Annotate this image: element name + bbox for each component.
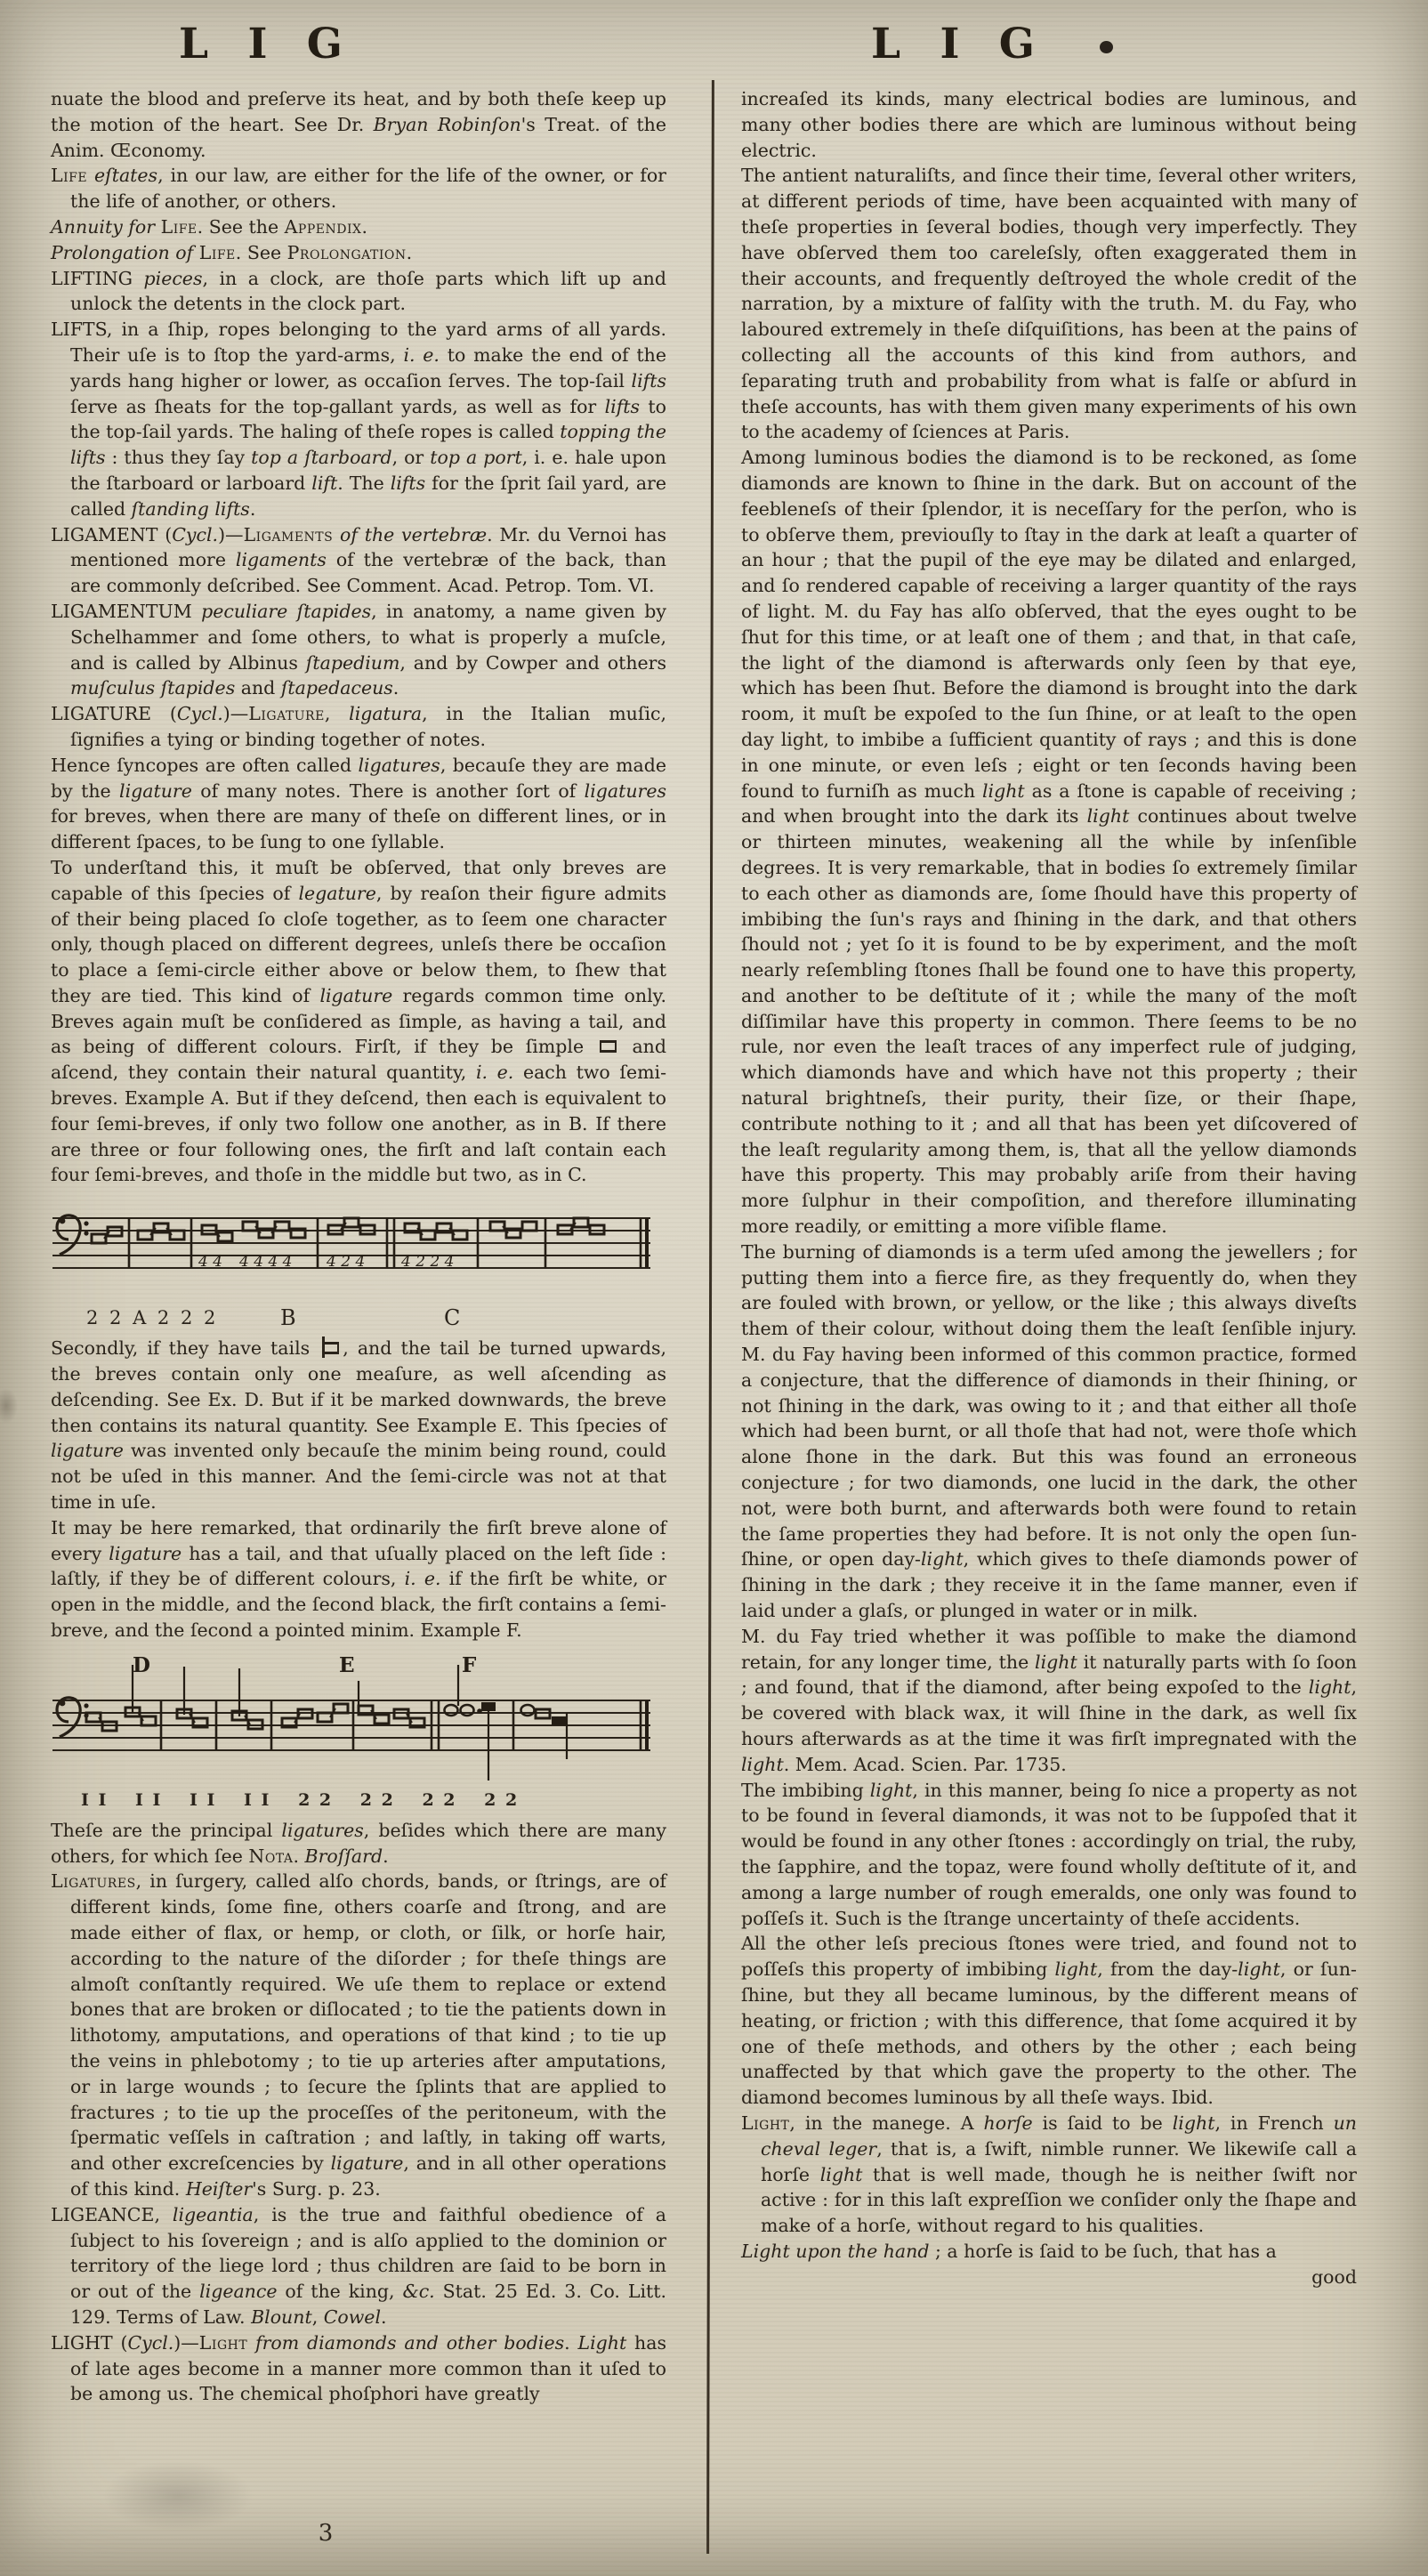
italic-text: peculiare ſtapides xyxy=(201,600,372,622)
italic-text: light xyxy=(1308,1676,1351,1699)
small-caps-text: Nota xyxy=(248,1845,294,1867)
italic-text: lifts xyxy=(390,472,426,494)
italic-text: muſculus ſtapides xyxy=(70,677,236,699)
italic-text: ſtapedaceus xyxy=(280,677,393,699)
group-count: 2 2 xyxy=(359,1789,395,1810)
svg-text:4 2 4: 4 2 4 xyxy=(327,1253,366,1272)
paragraph: LIGAMENTUM peculiare ſtapides, in anatomy, a name given by Schelhammer and ſome others, to what is properly a muſcle, and is called by Albinus ſtapedium, and by Cowper and others muſculus ſtapides and ſtapedaceus. xyxy=(51,600,666,699)
paragraph: nuate the blood and preſerve its heat, and by both theſe keep up the motion of the heart. See Dr. Bryan Robinſon's Treat. of the Anim. Œconomy. xyxy=(51,88,666,161)
italic-text: light xyxy=(741,1753,784,1775)
svg-text:D: D xyxy=(133,1653,150,1677)
italic-text: Light upon the hand xyxy=(741,2240,930,2262)
left-text-column xyxy=(51,86,666,2407)
paper-smudge xyxy=(102,2460,254,2532)
label-c: C xyxy=(444,1305,461,1331)
breve-notes xyxy=(86,1704,550,1731)
paragraph: LIGAMENT (Cycl.)—Ligaments of the vertebræ. Mr. du Vernoi has mentioned more ligaments of the vertebræ of the back, than are commonly deſcribed. See Comment. Acad. Petrop. Tom. VI. xyxy=(51,523,666,597)
music-staff-abc xyxy=(51,1199,652,1305)
running-head-left: L I G xyxy=(179,20,355,69)
staff-def-number-row xyxy=(51,1788,666,1814)
italic-text: Annuity for xyxy=(51,215,156,238)
italic-text: Heiſter xyxy=(185,2177,253,2200)
italic-text: horſe xyxy=(983,2112,1033,2134)
staff-abc-labels xyxy=(51,1305,666,1332)
italic-text: light xyxy=(1238,1958,1280,1981)
small-caps-text: Light xyxy=(198,2331,248,2354)
small-caps-text: Appendix xyxy=(284,215,362,238)
italic-text: Blount xyxy=(251,2305,312,2328)
svg-text:4 4 4 4: 4 4 4 4 xyxy=(239,1253,293,1272)
italic-text: light xyxy=(1172,2112,1215,2134)
ink-blot-dot xyxy=(1100,41,1113,53)
svg-text:4 4: 4 4 xyxy=(198,1253,223,1272)
label-a-group: 2 2 A 2 2 2 xyxy=(86,1307,219,1329)
italic-text: ligature xyxy=(319,984,393,1006)
italic-text: from diamonds and other bodies xyxy=(255,2331,565,2354)
page-number: 3 xyxy=(318,2520,334,2547)
paragraph: Among luminous bodies the diamond is to be reckoned, as ſome diamonds are known to ſhine in the dark. But on account of the feebleneſs of their ſplendor, it is neceſſary for the perſon, who is to obſerve them, previouſly to ſtay in the dark at leaſt a quarter of an hour ; that the pupil of the eye may be dilated and enlarged, and ſo rendered capable of receiving a larger quantity of the rays of light. M. du Fay has alſo obſerved, that the eyes ought to be ſhut for this time, or at leaſt one of them ; and that, in that caſe, the light of the diamond is afterwards only ſeen by that eye, which has been ſhut. Before the diamond is brought into the dark room, it muſt be expoſed to the ſun ſhine, or at leaſt to the open day light, to imbibe a ſufficient quantity of rays ; and this is done in one minute, or even leſs ; eight or ten ſeconds having been found to furniſh as much light as a ſtone is capable of receiving ; and when brought into the dark its light continues about twelve or thirteen minutes, weakening all the while by inſenſible degrees. It is very remarkable, that in bodies ſo extremely ſimilar to each other as diamonds are, ſome ſhould have this property of imbibing the ſun's rays and ſhining in the dark, and that others ſhould not ; yet ſo it is found to be by experiment, and the moſt nearly reſembling ſtones ſhall be found one to have this property, and another to be deſtitute of it ; while the many of the moſt diſſimilar have this property in common. There ſeems to be no rule, nor even the leaſt traces of any imperfect rule of judging, which diamonds have and which have not this property ; their natural brightneſs, their purity, their ſize, or their ſhape, contribute nothing to it ; and all that has been yet diſcovered of the leaſt regularity among them, is, that all the yellow diamonds have this property. This may probably ariſe from their having more ſulphur in their compoſition, and therefore illuminating more readily, or emitting a more viſible flame. xyxy=(741,447,1358,1238)
italic-text: top a port xyxy=(430,447,522,469)
italic-text: light xyxy=(1054,1958,1098,1981)
italic-text: light xyxy=(1086,805,1130,828)
paragraph: LIFTS, in a ſhip, ropes belonging to the yard arms of all yards. Their uſe is to ſtop the yard-arms, i. e. to make the end of the yards hang higher or lower, as occaſion ſerves. The top-ſail lifts ſerve as ſheats for the top-gallant yards, as well as for lifts to the top-ſail yards. The haling of theſe ropes is called topping the lifts : thus they ſay top a ſtarboard, or top a port, i. e. hale upon the ſtarboard or larboard lift. The lifts for the ſprit ſail yard, are called ſtanding lifts. xyxy=(51,319,667,520)
italic-text: of the vertebræ xyxy=(340,523,488,545)
italic-text: eſtates xyxy=(94,165,158,187)
paragraph: To underſtand this, it muſt be obſerved, that only breves are capable of this ſpecies of legature, by reaſon their figure admits of their being placed ſo cloſe together, as to ſeem one character only, though placed on different degrees, unleſs there be occaſion to place a ſemi-circle either above or below them, to ſhew that they are tied. This kind of ligature regards common time only. Breves again muſt be conſidered as ſimple, as having a tail, and as being of different colours. Firſt, if they be ſimple and aſcend, they contain their natural quantity, i. e. each two ſemi-breves. Example A. But if they deſcend, then each is equivalent to four ſemi-breves, if only two follow one another, as in B. If there are three or four following ones, the firſt and laſt contain each four ſemi-breves, and thoſe in the middle but two, as in C. xyxy=(51,856,666,1186)
breve-with-tail-icon xyxy=(322,1342,339,1354)
italic-text: ligatures xyxy=(584,779,666,802)
italic-text: light xyxy=(920,1548,964,1571)
paragraph: It may be here remarked, that ordinarily the firſt breve alone of every ligature has a tail, and that uſually placed on the left ſide : laſtly, if they be of different colours, i. e. if the firſt be white, or open in the middle, and the ſecond black, the firſt contains a ſemi-breve, and the ſecond a pointed minim. Example F. xyxy=(51,1516,667,1642)
catchword: good xyxy=(1311,2265,1357,2288)
italic-text: light xyxy=(869,1779,913,1801)
paragraph: The burning of diamonds is a term uſed among the jewellers ; for putting them into a fierce fire, as they frequently do, when they are fouled with brown, or yellow, or the like ; this always diveſts them of their colour, without doing them the leaſt ſenſible injury. M. du Fay having been informed of this common practice, formed a conjecture, that the difference of diamonds in their ſhining, or not ſhining in the dark, was owing to it ; and that either all thoſe which had been burnt, or all thoſe that had not, were thoſe which alone ſhone in the dark. But this was found an erroneous conjecture ; for two diamonds, one lucid in the dark, the other not, were both burnt, and afterwards both were found to retain the ſame properties they had before. It is not only the open ſun-ſhine, or open day-light, which gives to theſe diamonds power of ſhining in the dark ; they receive it in the ſame manner, even if laid under a glaſs, or plunged in water or in milk. xyxy=(741,1240,1357,1622)
svg-text:F: F xyxy=(462,1653,477,1677)
italic-text: light xyxy=(819,2163,863,2185)
paragraph: Prolongation of Life. See Prolongation. xyxy=(51,241,413,263)
paragraph: Theſe are the principal ligatures, beſides which there are many others, for which ſee Nota. Broſſard. xyxy=(51,1819,666,1867)
italic-text: i. e. xyxy=(404,1568,441,1590)
group-count: 2 2 xyxy=(484,1789,520,1810)
paragraph: The imbibing light, in this manner, being ſo nice a property as not to be found in ſeveral diamonds, it was not to be ſuppoſed that it would be found in any other ſtones : accordingly on trial, the ruby, the ſapphire, and the topaz, were found wholly deſtitute of it, and among a large number of rough emeralds, one only was found to poſſeſs it. Such is the ſtrange uncertainty of theſe accidents. xyxy=(741,1779,1357,1929)
column-divider-rule xyxy=(706,80,714,2554)
bass-clef-icon xyxy=(57,1698,89,1737)
svg-text:4 2 2 4: 4 2 2 4 xyxy=(401,1253,455,1272)
small-caps-text: Light xyxy=(741,2112,790,2134)
group-count: I I xyxy=(190,1789,217,1810)
italic-text: Cycl. xyxy=(176,703,223,725)
italic-text: topping the lifts xyxy=(70,421,667,469)
italic-text: un cheval leger xyxy=(761,2112,1357,2160)
paragraph: increaſed its kinds, many electrical bodies are luminous, and many other bodies there are which are luminous without being electric. xyxy=(741,88,1357,161)
paragraph: All the other leſs precious ſtones were tried, and found not to poſſeſs this property of imbibing light, from the day-light, or ſun-ſhine, but they all became luminous, by the different means of heating, or friction ; with this difference, that ſome acquired it by one of theſe methods, and others by the other ; each being unaffected by that which gave the property to the other. The diamond becomes luminous by all theſe ways. Ibid. xyxy=(741,1933,1357,2109)
music-example-def xyxy=(51,1654,666,1814)
paragraph: Life eſtates, in our law, are either for the life of the owner, or for the life of another, or others. xyxy=(51,165,666,213)
paragraph: Annuity for Life. See the Appendix. xyxy=(51,215,367,238)
italic-text: i. e. xyxy=(403,343,440,366)
italic-text: ligatura xyxy=(349,703,423,725)
group-count: 2 2 xyxy=(298,1789,334,1810)
svg-text:E: E xyxy=(339,1653,355,1677)
paragraph: LIGHT (Cycl.)—Light from diamonds and other bodies. Light has of late ages become in a manner more common than it uſed to be among us. The chemical phoſphori have greatly xyxy=(51,2331,666,2405)
italic-text: Prolongation of xyxy=(51,241,194,263)
italic-text: lifts xyxy=(604,395,641,417)
small-caps-text: Life xyxy=(198,241,236,263)
small-caps-text: Ligatures xyxy=(51,1870,136,1893)
paragraph: Light upon the hand ; a horſe is ſaid to be ſuch, that has a xyxy=(741,2240,1277,2262)
italic-text: legature xyxy=(298,882,376,904)
italic-text: ligeantia xyxy=(172,2203,254,2225)
paragraph: The antient naturaliſts, and ſince their time, ſeveral other writers, at different periods of time, have been acquainted with many of theſe properties in ſeveral bodies, though very imperfectly. They have obſerved them too careleſsly, often exaggerated them in their accounts, and frequently deſtroyed the whole credit of the narration, by a mixture of falſity with the truth. M. du Fay, who laboured extremely in theſe diſquiſitions, has been at the pains of collecting all the accounts of this kind from authors, and ſeparating truth and probability from what is falſe or abſurd in theſe accounts, has with them given many experiments of his own to the academy of ſciences at Paris. xyxy=(741,165,1357,443)
italic-text: ligeance xyxy=(199,2281,278,2303)
italic-text: ligature xyxy=(330,2152,404,2175)
italic-text: &c. xyxy=(402,2281,435,2303)
running-head-right: L I G xyxy=(871,20,1047,69)
right-text-column xyxy=(741,86,1357,2290)
paragraph: Light, in the manege. A horſe is ſaid to be light, in French un cheval leger, that is, a ſwift, nimble runner. We likewiſe call a horſe light that is well made, though he is neither ſwift nor active : for in this laſt expreſſion we conſider only the ſhape and make of a horſe, without regard to his qualities. xyxy=(741,2112,1357,2237)
italic-text: ligature xyxy=(109,1542,182,1564)
paragraph: Hence ſyncopes are often called ligatures, becauſe they are made by the ligature of many notes. There is another ſort of ligatures for breves, when there are many of theſe on different lines, or in different ſpaces, to be ſung to one ſyllable. xyxy=(51,754,666,853)
italic-text: Cowel xyxy=(323,2305,381,2328)
paper-smudge-left-margin xyxy=(0,1388,18,1424)
group-count: I I xyxy=(81,1789,109,1810)
small-caps-text: Ligature xyxy=(248,703,325,725)
italic-text: ligatures xyxy=(281,1819,364,1841)
italic-text: Bryan Robinſon xyxy=(373,113,521,135)
small-caps-text: Life xyxy=(51,165,88,187)
italic-text: ligature xyxy=(119,779,192,802)
italic-text: ligature xyxy=(51,1440,124,1462)
italic-text: ligaments xyxy=(235,549,327,571)
italic-text: ſtanding lifts xyxy=(131,497,250,520)
small-caps-text: Ligaments xyxy=(243,523,334,545)
group-count: I I xyxy=(244,1789,271,1810)
paragraph: M. du Fay tried whether it was poſſible to make the diamond retain, for any longer time, the light it naturally parts with ſo ſoon ; and found, that if the diamond, after being expoſed to the light, be covered with black wax, it will ſhine in the dark, as well ſix hours afterwards as at the time it was firſt impregnated with the light. Mem. Acad. Scien. Par. 1735. xyxy=(741,1625,1357,1775)
paragraph: LIFTING pieces, in a clock, are thoſe parts which lift up and unlock the detents in the clock part. xyxy=(51,267,666,315)
music-staff-def xyxy=(51,1654,652,1788)
italic-text: Cycl. xyxy=(127,2331,174,2354)
italic-text: Broſſard xyxy=(304,1845,383,1867)
italic-text: lifts xyxy=(631,369,666,392)
label-b: B xyxy=(280,1305,296,1331)
italic-text: top a ſtarboard xyxy=(251,447,392,469)
paragraph: Ligatures, in ſurgery, called alſo chords, bands, or ſtrings, are of different kinds, ſome fine, others coarſe and ſtrong, and are made either of flax, or hemp, or cloth, or ſilk, or horſe hair, according to the nature of the diſorder ; for theſe things are almoſt conſtantly required. We uſe them to replace or extend bones that are broken or diſlocated ; to tie the patients down in lithotomy, amputations, and operations of that kind ; to tie up the veins in phlebotomy ; to tie up arteries after amputations, or in large wounds ; to ſecure the ſplints that are applied to fractures ; to tie up the proceſſes of the peritoneum, with the ſpermatic veſſels in caſtration ; and laſtly, in taking off warts, and other excreſcencies by ligature, and in all other operations of this kind. Heiſter's Surg. p. 23. xyxy=(51,1870,666,2200)
italic-text: Cycl. xyxy=(172,523,219,545)
stems xyxy=(133,1665,567,1781)
italic-text: pieces xyxy=(143,267,203,289)
paragraph: LIGATURE (Cycl.)—Ligature, ligatura, in the Italian muſic, ſignifies a tying or binding together of notes. xyxy=(51,703,666,750)
italic-text: ſtapedium xyxy=(305,651,400,674)
music-example-abc xyxy=(51,1199,666,1332)
paragraph: LIGEANCE, ligeantia, is the true and faithful obedience of a ſubject to his ſovereign ; and is alſo applied to the dominion or territory of the liege lord ; thus children are ſaid to be born in or out of the ligeance of the king, &c. Stat. 25 Ed. 3. Co. Litt. 129. Terms of Law. Blount, Cowel. xyxy=(51,2203,667,2328)
italic-text: light xyxy=(1035,1651,1077,1673)
small-caps-text: Life xyxy=(160,215,198,238)
small-caps-text: Prolongation xyxy=(286,241,407,263)
italic-text: Light xyxy=(577,2331,627,2354)
breve-note-icon xyxy=(600,1040,617,1053)
group-count: 2 2 xyxy=(422,1789,457,1810)
italic-text: lift xyxy=(311,472,338,494)
italic-text: ligatures xyxy=(358,754,440,776)
italic-text: light xyxy=(981,779,1025,802)
bass-clef-icon xyxy=(57,1215,89,1255)
paragraph: Secondly, if they have tails , and the tail be turned upwards, the breves contain only one meaſure, as well aſcending as deſcending. See Ex. D. But if it be marked downwards, the breve then contains its natural quantity. See Example E. This ſpecies of ligature was invented only becauſe the minim being round, could not be uſed in this manner. And the ſemi-circle was not at that time in uſe. xyxy=(51,1337,666,1514)
italic-text: i. e. xyxy=(475,1062,514,1084)
group-count: I I xyxy=(135,1789,163,1810)
